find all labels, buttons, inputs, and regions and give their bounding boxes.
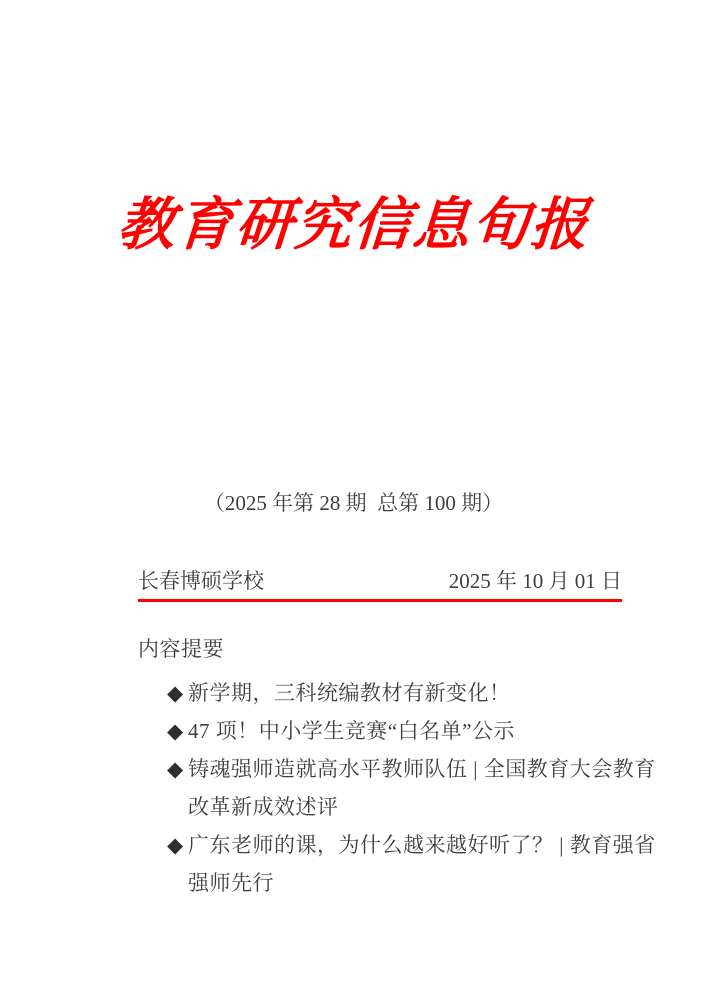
issue-number-line: （2025 年第 28 期 总第 100 期） — [203, 491, 504, 515]
summary-item-line: 强师先行 — [188, 871, 274, 895]
diamond-bullet-icon: ◆ — [167, 719, 184, 743]
diamond-bullet-icon: ◆ — [167, 833, 184, 857]
summary-item-line: 新学期，三科统编教材有新变化！ — [188, 681, 511, 705]
newsletter-title: 教育研究信息旬报 — [115, 194, 592, 257]
summary-item-line: 47 项！中小学生竞赛“白名单”公示 — [188, 719, 515, 743]
summary-item-line: 改革新成效述评 — [188, 795, 339, 819]
content-summary — [138, 630, 656, 902]
diamond-bullet-icon: ◆ — [167, 757, 184, 781]
summary-item-line: 铸魂强师造就高水平教师队伍 | 全国教育大会教育 — [188, 757, 656, 781]
summary-item-line: 广东老师的课，为什么越来越好听了？ | 教育强省 — [188, 833, 656, 857]
summary-item — [138, 750, 656, 826]
summary-item — [138, 826, 656, 902]
summary-item — [138, 674, 638, 712]
summary-list — [138, 674, 656, 902]
summary-heading: 内容提要 — [138, 637, 224, 661]
issue-date: 2025 年 10 月 01 日 — [448, 569, 622, 593]
organization-name: 长春博硕学校 — [138, 569, 264, 593]
masthead-row — [138, 566, 622, 596]
summary-item — [138, 712, 638, 750]
red-divider-rule — [138, 599, 622, 602]
diamond-bullet-icon: ◆ — [167, 681, 184, 705]
